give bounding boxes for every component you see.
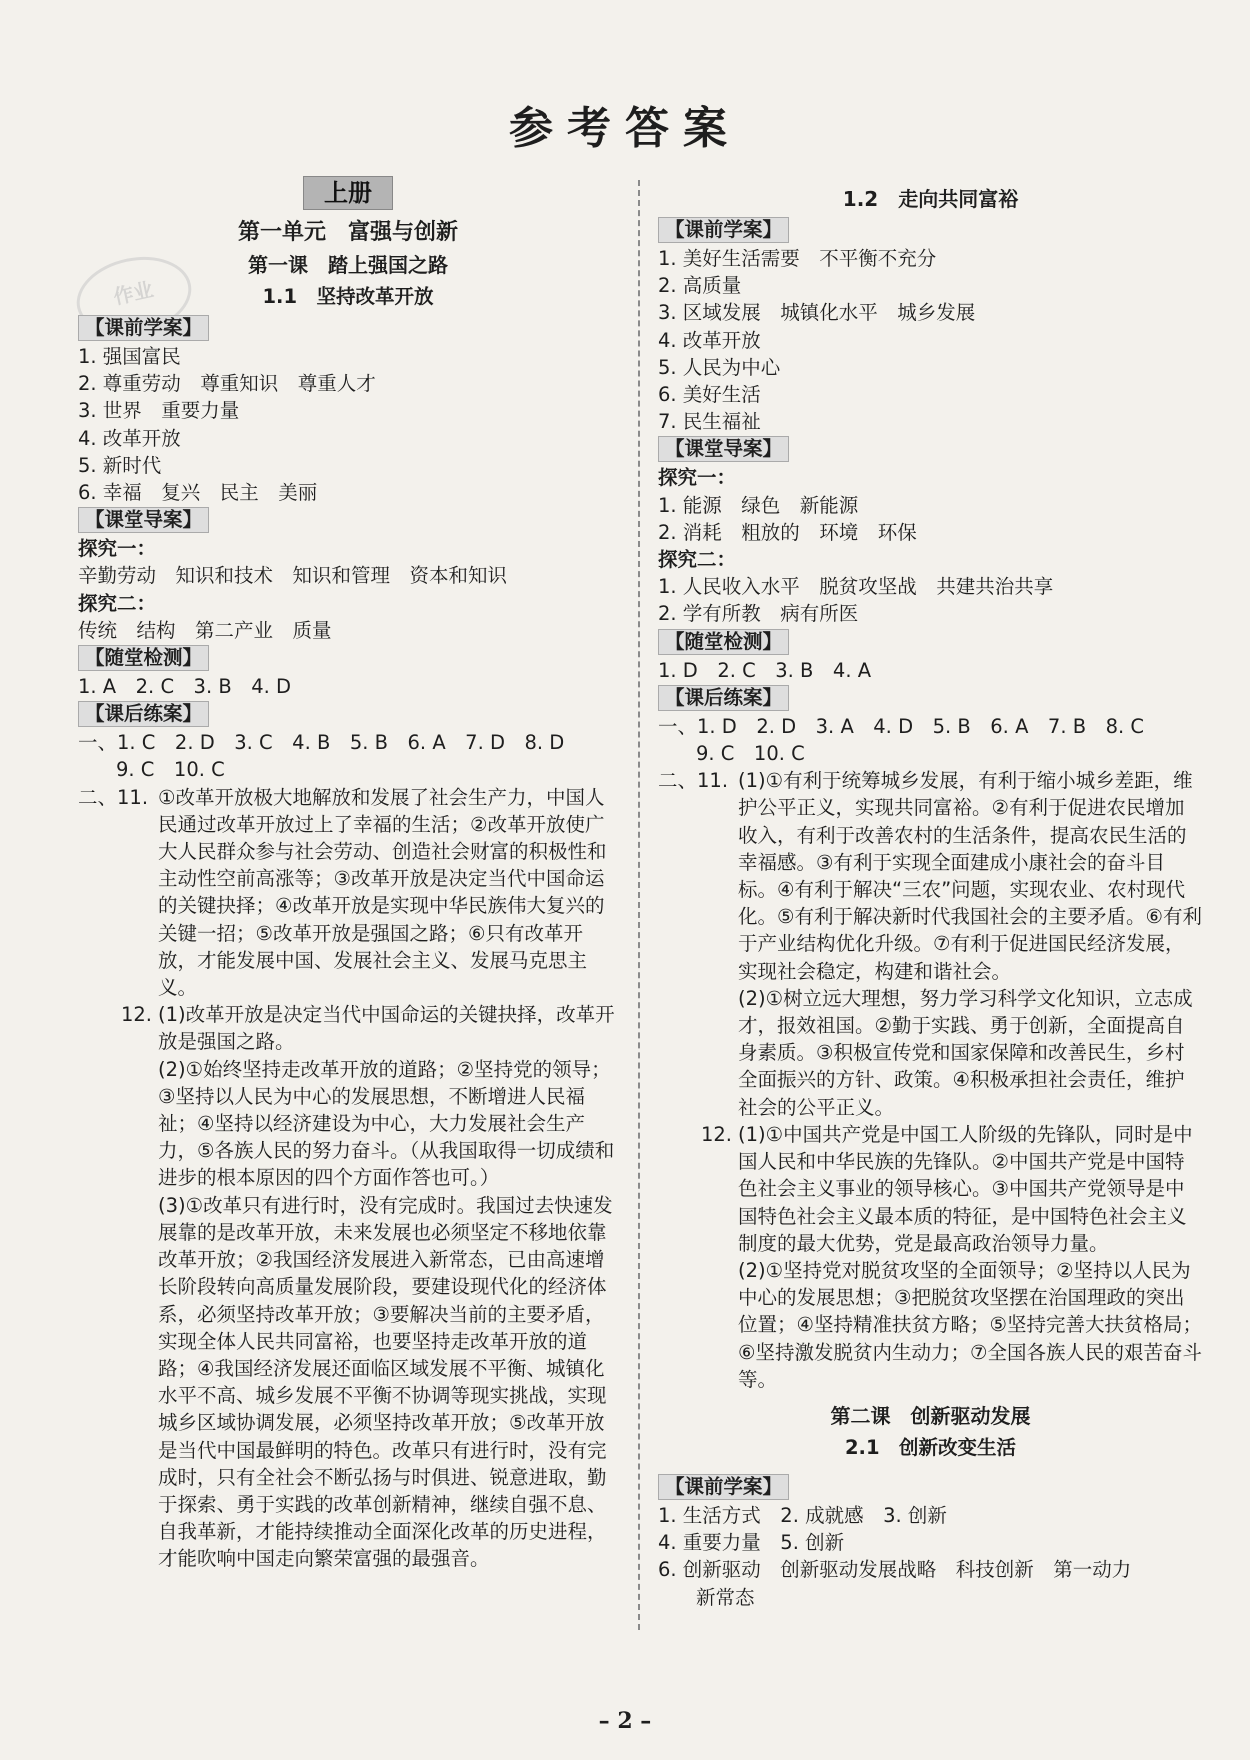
question-number: 12.: [120, 1003, 152, 1027]
answer-line: 1. 人民收入水平 脱贫攻坚战 共建共治共享: [658, 575, 1054, 599]
explore-heading: 探究二：: [658, 548, 737, 572]
answer-line: 辛勤劳动 知识和技术 知识和管理 资本和知识: [78, 564, 508, 588]
lesson-title: 第二课 创新驱动发展: [830, 1403, 1031, 1428]
question-answer: (3)①改革只有进行时，没有完成时。我国过去快速发展靠的是改革开放，未来发展也必须坚定不移地依靠改革开放；②我国经济发展进入新常态，已由高速增长阶段转向高质量发展阶段，要建设现代化的经济体系，必须坚持改革开放；③要解决当前的主要矛盾，实现全体人民共同富裕，也要坚持走改革开放的道路；④我国经济发展还面临区域发展不平衡、城镇化水平不高、城乡发展不平衡不协调等现实挑战，实现城乡区域协调发展，必须坚持改革开放；⑤改革开放是当代中国最鲜明的特色。改革只有进行时，没有完成时，只有全社会不断弘扬与时俱进、锐意进取，勤于探索、勇于实践的改革创新精神，继续自强不息、自我革新，才能持续推动全面深化改革的历史进程，才能吹响中国走向繁荣富强的最强音。: [158, 1193, 613, 1571]
left-column: [78, 176, 618, 1573]
answer-line: 9. C 10. C: [116, 758, 225, 782]
answer-line: 2. 尊重劳动 尊重知识 尊重人才: [78, 372, 376, 396]
pre-study-label: 【课前学案】: [658, 1474, 789, 1500]
answer-line: 9. C 10. C: [696, 742, 805, 766]
explore-heading: 探究一：: [658, 466, 737, 490]
answer-line: 6. 美好生活: [658, 383, 761, 407]
question-11: [78, 784, 618, 1002]
answer-line: 5. 人民为中心: [658, 355, 781, 379]
question-answer: (1)改革开放是决定当代中国命运的关键抉择，改革开放是强国之路。: [158, 1003, 615, 1054]
question-answer: ①改革开放极大地解放和发展了社会生产力，中国人民通过改革开放过上了幸福的生活；②改革开放使广大人民群众参与社会劳动、创造社会财富的积极性和主动性空前高涨等；③改革开放是决定当代中国命运的关键抉择；④改革开放是实现中华民族伟大复兴的关键一招；⑤改革开放是强国之路；⑥只有改革开放，才能发展中国、发展社会主义、发展马克思主义。: [158, 785, 607, 1000]
answer-line: 传统 结构 第二产业 质量: [78, 618, 332, 642]
answer-line: 4. 重要力量 5. 创新: [658, 1531, 845, 1555]
answer-line: 1. 美好生活需要 不平衡不充分: [658, 247, 937, 270]
volume-badge: 上册: [303, 176, 393, 210]
answer-line: 7. 民生福祉: [658, 410, 761, 434]
question-answer: (2)①始终坚持走改革开放的道路；②坚持党的领导；③坚持以人民为中心的发展思想，不断增进人民福祉；④坚持以经济建设为中心，大力发展社会生产力，⑤各族人民的努力奋斗。（从我国取得一切成绩和进步的根本原因的四个方面作答也可。）: [158, 1057, 615, 1190]
question-answer: (1)①有利于统筹城乡发展，有利于缩小城乡差距，维护公平正义，实现共同富裕。②有利于促进农民增加收入，有利于改善农村的生活条件，提高农民生活的幸福感。③有利于实现全面建成小康社会的奋斗目标。④有利于解决“三农”问题，实现农业、农村现代化。⑤有利于解决新时代我国社会的主要矛盾。⑥有利于产业结构优化升级。⑦有利于促进国民经济发展，实现社会稳定，构建和谐社会。: [738, 769, 1202, 983]
explore-heading: 探究一：: [78, 537, 157, 561]
answer-line: 一、1. D 2. D 3. A 4. D 5. B 6. A 7. B 8. C: [658, 714, 1145, 738]
question-12: [658, 1121, 1203, 1393]
column-divider: [638, 180, 640, 1630]
homework-label: 【课后练案】: [658, 685, 789, 711]
answer-line: 2. 消耗 粗放的 环境 环保: [658, 520, 917, 544]
answer-line: 2. 高质量: [658, 274, 742, 298]
question-11: [658, 767, 1203, 1121]
class-guide-label: 【课堂导案】: [658, 436, 789, 462]
question-12: [78, 1001, 618, 1572]
question-number: 12.: [700, 1122, 732, 1146]
question-number: 二、11.: [78, 785, 149, 809]
page-number: – 2 –: [598, 1708, 652, 1734]
answer-line: 6. 幸福 复兴 民主 美丽: [78, 481, 318, 505]
pre-study-label: 【课前学案】: [658, 217, 789, 243]
answer-line: 2. 学有所教 病有所医: [658, 602, 859, 626]
section-title: 1.2 走向共同富裕: [842, 187, 1019, 211]
question-answer: (2)①树立远大理想，努力学习科学文化知识，立志成才，报效祖国。②勤于实践、勇于创新，全面提高自身素质。③积极宣传党和国家保障和改善民生，乡村全面振兴的方针、政策。④积极承担社会责任，维护社会的公平正义。: [738, 986, 1193, 1119]
answer-line: 1. A 2. C 3. B 4. D: [78, 675, 292, 699]
quiz-label: 【随堂检测】: [78, 645, 209, 671]
stamp-watermark: 作业: [69, 247, 198, 345]
section-title: 2.1 创新改变生活: [844, 1435, 1017, 1459]
right-column: [658, 176, 1203, 1611]
question-answer: (2)①坚持党对脱贫攻坚的全面领导；②坚持以人民为中心的发展思想；③把脱贫攻坚摆在治国理政的突出位置；④坚持精准扶贫方略；⑤坚持完善大扶贫格局；⑥坚持激发脱贫内生动力；⑦全国各族人民的艰苦奋斗等。: [738, 1258, 1202, 1391]
answer-line: 3. 世界 重要力量: [78, 399, 240, 423]
question-number: 二、11.: [658, 769, 729, 793]
unit-title: 第一单元 富强与创新: [237, 220, 458, 245]
page-title: 参考答案: [509, 103, 741, 154]
answer-line: 新常态: [696, 1585, 755, 1609]
answer-line: 4. 改革开放: [658, 328, 761, 352]
answer-line: 1. 强国富民: [78, 345, 181, 368]
class-guide-label: 【课堂导案】: [78, 507, 209, 533]
homework-label: 【课后练案】: [78, 701, 209, 727]
answer-line: 1. 能源 绿色 新能源: [658, 493, 859, 517]
answer-line: 5. 新时代: [78, 453, 162, 477]
answer-line: 一、1. C 2. D 3. C 4. B 5. B 6. A 7. D 8. D: [78, 731, 565, 755]
answer-line: 1. D 2. C 3. B 4. A: [658, 658, 872, 682]
question-answer: (1)①中国共产党是中国工人阶级的先锋队，同时是中国人民和中华民族的先锋队。②中国共产党是中国特色社会主义事业的领导核心。③中国共产党领导是中国特色社会主义最本质的特征，是中国特色社会主义制度的最大优势，党是最高政治领导力量。: [738, 1122, 1193, 1255]
answer-line: 1. 生活方式 2. 成就感 3. 创新: [658, 1503, 947, 1527]
pre-study-label: 【课前学案】: [78, 315, 209, 341]
lesson-title: 第一课 踏上强国之路: [248, 253, 448, 277]
answer-line: 4. 改革开放: [78, 426, 181, 450]
section-title: 1.1 坚持改革开放: [262, 285, 434, 308]
answer-line: 6. 创新驱动 创新驱动发展战略 科技创新 第一动力: [658, 1558, 1132, 1582]
quiz-label: 【随堂检测】: [658, 629, 789, 655]
explore-heading: 探究二：: [78, 591, 157, 615]
answer-line: 3. 区域发展 城镇化水平 城乡发展: [658, 301, 976, 325]
